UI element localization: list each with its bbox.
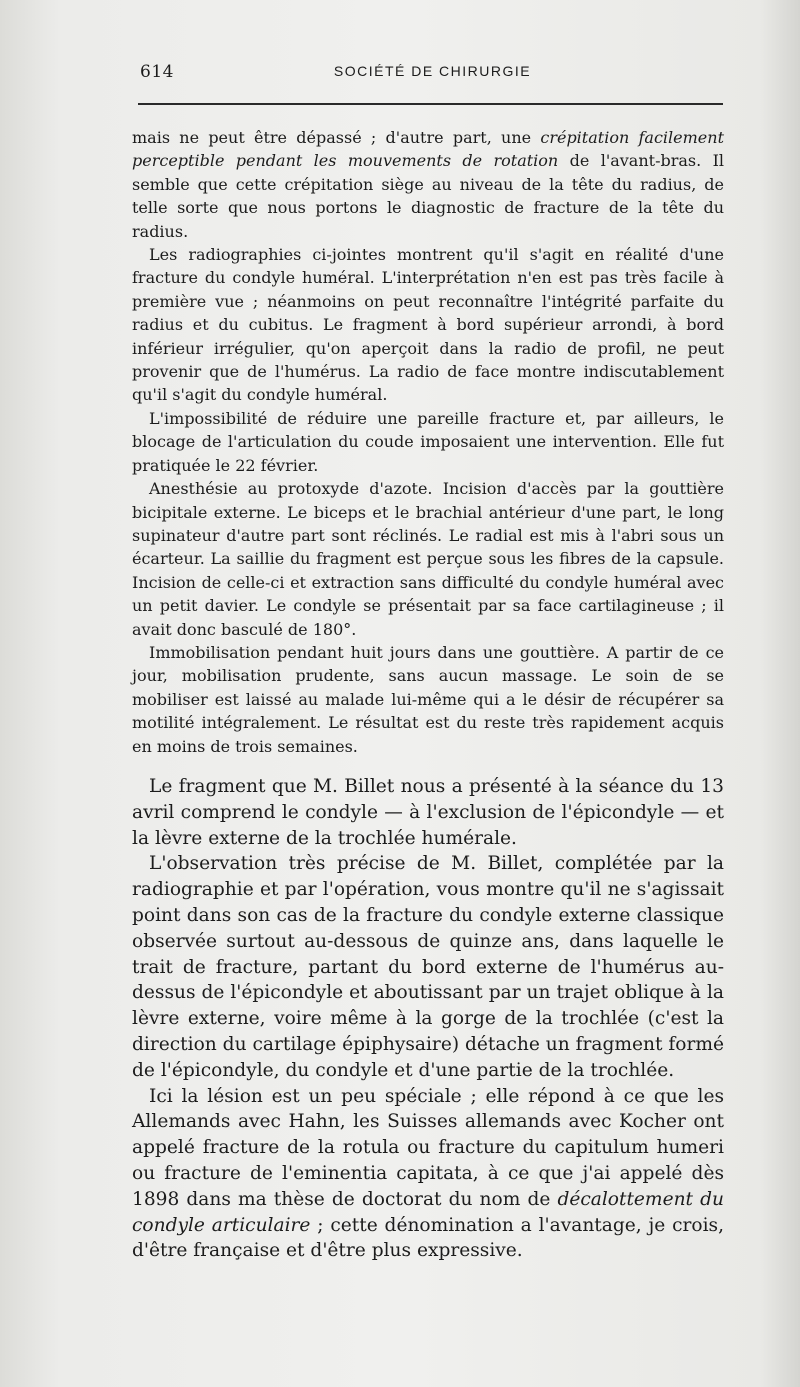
text-run: de l'avant-bras. Il semble que cette crépitation siège au niveau de la tête du radius, de telle sorte que nous portons le diagnostic de fracture de la tête du radius. bbox=[132, 151, 725, 241]
text-run: mais ne peut être dépassé ; d'autre part, une bbox=[132, 128, 541, 147]
paragraph bbox=[132, 1084, 724, 1265]
italic-phrase: décalottement du condyle articulaire bbox=[132, 1188, 724, 1236]
paragraph bbox=[132, 126, 724, 243]
paragraph: Immobilisation pendant huit jours dans une gouttière. A partir de ce jour, mobilisation prudente, sans aucun massage. Le soin de se mobiliser est laissé au malade lui-même qui a le désir de récupérer sa motilité intégralement. Le résultat est du reste très rapidement acquis en moins de trois semaines. bbox=[132, 642, 724, 756]
page-header bbox=[140, 62, 725, 88]
commentary-text bbox=[132, 774, 724, 1264]
observation-text bbox=[132, 126, 724, 758]
text-run: ; cette dénomination a l'avantage, je crois, d'être française et d'être plus expressive. bbox=[132, 1214, 724, 1262]
italic-phrase: crépitation facilement perceptible pendant les mouvements de rotation bbox=[132, 128, 724, 171]
text-run: Ici la lésion est un peu spéciale ; elle répond à ce que les Allemands avec Hahn, les Suisses allemands avec Kocher ont appelé fracture de la rotula ou fracture du capitulum humeri ou fracture de l'eminentia capitata, à ce que j'ai appelé dès 1898 dans ma thèse de doctorat du nom de bbox=[132, 1085, 724, 1210]
paragraph: Le fragment que M. Billet nous a présenté à la séance du 13 avril comprend le condyle — à l'exclusion de l'épicondyle — et la lèvre externe de la trochlée humérale. bbox=[132, 776, 724, 849]
paragraph: Les radiographies ci-jointes montrent qu'il s'agit en réalité d'une fracture du condyle huméral. L'interprétation n'en est pas très facile à première vue ; néanmoins on peut reconnaître l'intégrité parfaite du radius et du cubitus. Le fragment à bord supérieur arrondi, à bord inférieur irrégulier, qu'on aperçoit dans la radio de profil, ne peut provenir que de l'humérus. La radio de face montre indiscutablement qu'il s'agit du condyle huméral. bbox=[132, 245, 724, 405]
running-title: SOCIÉTÉ DE CHIRURGIE bbox=[333, 63, 532, 79]
paragraph: L'impossibilité de réduire une pareille fracture et, par ailleurs, le blocage de l'articulation du coude imposaient une intervention. Elle fut pratiquée le 22 février. bbox=[132, 408, 724, 475]
paragraph: L'observation très précise de M. Billet, complétée par la radiographie et par l'opération, vous montre qu'il ne s'agissait point dans son cas de la fracture du condyle externe classique observée surtout au-dessous de quinze ans, dans laquelle le trait de fracture, partant du bord externe de l'humérus au-dessus de l'épicondyle et aboutissant par un trajet oblique à la lèvre externe, voire même à la gorge de la trochlée (c'est la direction du cartilage épiphysaire) détache un fragment formé de l'épicondyle, du condyle et d'une partie de la trochlée. bbox=[132, 853, 724, 1081]
page-number: 614 bbox=[140, 62, 174, 82]
paragraph: Anesthésie au protoxyde d'azote. Incision d'accès par la gouttière bicipitale externe. Le biceps et le brachial antérieur d'une part, le long supinateur d'autre part sont réclinés. Le radial est mis à l'abri sous un écarteur. La saillie du fragment est perçue sous les fibres de la capsule. Incision de celle-ci et extraction sans difficulté du condyle huméral avec un petit davier. Le condyle se présentait par sa face cartilagineuse ; il avait donc basculé de 180°. bbox=[132, 479, 724, 639]
header-rule bbox=[138, 103, 723, 105]
